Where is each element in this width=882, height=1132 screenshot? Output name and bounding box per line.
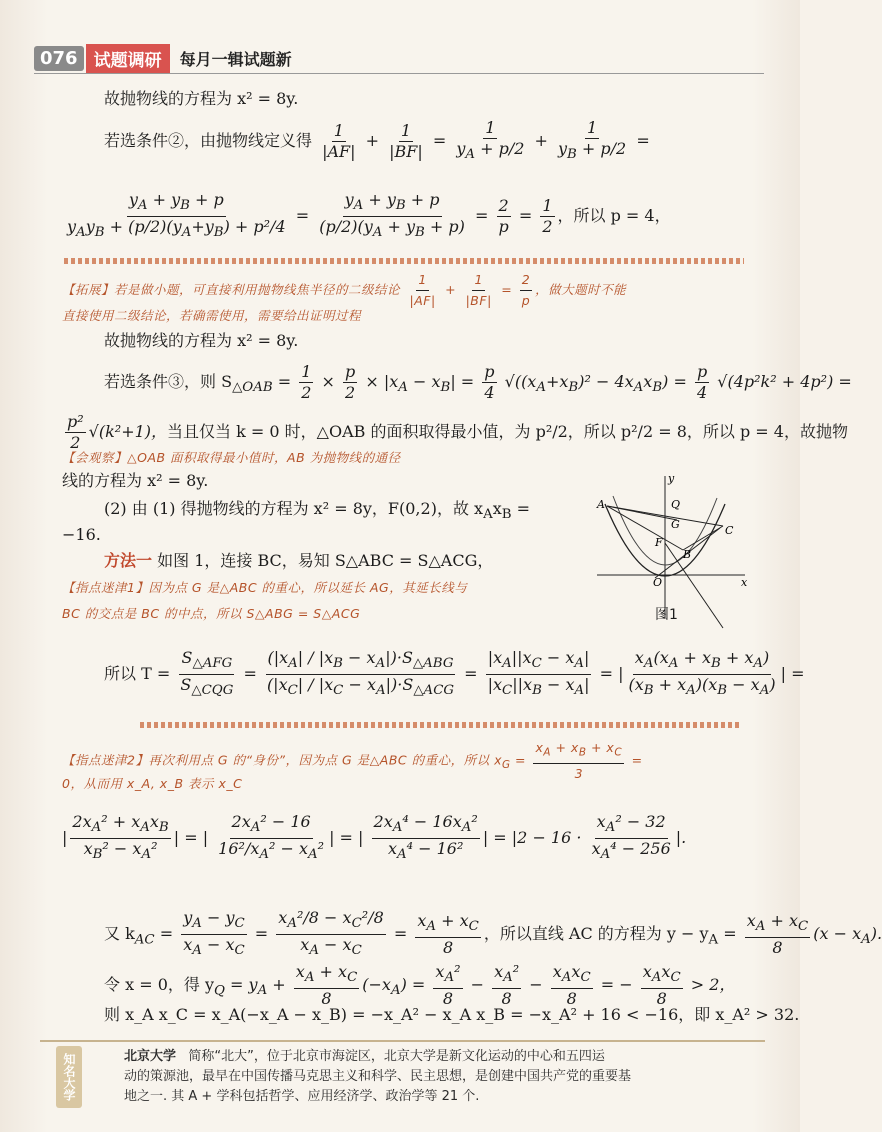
text-line: (2) 由 (1) 得抛物线的方程为 x² = 8y，F(0,2)，故 $x_Ax_B$ = xyxy=(104,499,531,523)
formula-line: 令 x = 0，得 $y_Q = y_A$ + $\frac{x_A + x_C}{8}$ $(-x_A)$ = $\frac{x_A^2}{8}$ − $\frac{x_A^2}{8}$ − $x_Ax_C$ 8 = − $x_Ax_C$ 8 > 2， xyxy=(104,962,736,1009)
note-hint-2: 【指点迷津2】再次利用点 G 的“身份”，因为点 G 是△ABC 的重心，所以 $x_G$ = $\frac{x_A + x_B + x_C}{3}$ = xyxy=(62,740,643,781)
underline-wave xyxy=(140,722,740,728)
page-number: 076 xyxy=(34,46,84,71)
label-g: G xyxy=(671,518,680,531)
text-line: −16. xyxy=(62,525,101,544)
method-label: 方法一 xyxy=(104,551,153,570)
label-c: C xyxy=(725,524,734,537)
note-hint-1: 【指点迷津1】因为点 G 是△ABC 的重心，所以延长 AG，其延长线与 xyxy=(62,580,468,595)
note-extension-cont: 直接使用二级结论，若确需使用，需要给出证明过程 xyxy=(62,308,362,323)
header-subtitle: 每月一辑试题新 xyxy=(179,49,292,69)
formula-line: | $2x_A^2 + x_Ax_B$ $x_B^2 - x_A^2$ | = | $\frac{2x_A^2 - 16}{16^2/x_A^2 - x_A^2}$ | = | $\frac{2x_A^4 - 16x_A^2}{x_A^4 - 16^2}$ | = |2 − 16 · $\frac{x_A^2 - 32}{x_A^4 - 256}$ |. xyxy=(62,812,687,863)
footer-line: 动的策源池，最早在中国传播马克思主义和科学、民主思想，是创建中国共产党的重要基 xyxy=(124,1069,632,1084)
footer-badge: 知名大学 xyxy=(56,1046,82,1108)
underline-wave xyxy=(64,258,744,264)
note-observe: 【会观察】△OAB 面积取得最小值时，AB 为抛物线的通径 xyxy=(62,450,401,465)
note-extension: 【拓展】若是做小题，可直接利用抛物线焦半径的二级结论 $\frac{1}{|AF|}$ + $\frac{1}{|BF|}$ = $\frac{2}{p}$ ，做大题时不能 xyxy=(62,272,627,308)
header-divider xyxy=(34,73,764,74)
note-hint-1-cont: BC 的交点是 BC 的中点，所以 S△ABG = S△ACG xyxy=(62,606,361,621)
section-title: 试题调研 xyxy=(86,44,170,73)
formula-line: 若选条件③，则 $S_{\triangle OAB}$ = $\frac{1}{2}$ × $\frac{p}{2}$ × $|x_A - x_B|$ = $\frac{p}{4}$ $√((x_A+x_B)^2 - 4x_Ax_B)$ = $\frac{p}{4}$ √(4p²k² + 4p²) = xyxy=(104,362,852,402)
note-hint-2-cont: 0，从而用 x_A, x_B 表示 x_C xyxy=(62,776,243,791)
formula-line: 又 $k_{AC}$ = $\frac{y_A - y_C}{x_A - x_C}$ = $\frac{x_A^2/8 - x_C^2/8}{x_A - x_C}$ = $\frac{x_A + x_C}{8}$ ，所以直线 AC 的方程为 $y - y_A$ = $\frac{x_A + x_C}{8}$ $(x - x_A)$. xyxy=(104,908,882,959)
label-y: y xyxy=(668,472,675,485)
text-line: 若选条件②，由抛物线定义得 $\frac{1}{|AF|}$ + $\frac{1}{|BF|}$ = $\frac{1}{y_A + p/2}$ + $\frac{1}{y_B + p/2}$ = xyxy=(104,118,650,163)
label-f: F xyxy=(655,536,663,549)
footer-line: 北京大学 简称“北大”，位于北京市海淀区，北京大学是新文化运动的中心和五四运 xyxy=(124,1049,605,1064)
segment-ag xyxy=(607,506,677,520)
label-a: A xyxy=(597,498,605,511)
text-line: $\frac{\text{p²}}{2}$ √(k²+1)，当且仅当 k = 0 时，△OAB 的面积取得最小值，为 p²/2，所以 p²/2 = 8，所以 p = 4，故抛物 xyxy=(67,412,848,452)
footer-title: 北京大学 xyxy=(124,1049,177,1064)
figure-caption: 图1 xyxy=(655,607,678,623)
text-line: 故抛物线的方程为 x² = 8y. xyxy=(104,331,299,350)
formula-line: $y_A + y_B + p$ $y_Ay_B + (p/2)(y_A+y_B) + p^2/4$ = $\frac{y_A + y_B + p}{(p/2)(y_A + y_B + p)}$ = $\frac{2}{p}$ = $\frac{1}{2}$ ，所以 p = 4， xyxy=(67,190,671,241)
label-o: O xyxy=(653,576,663,589)
page-header xyxy=(34,44,292,72)
label-q: Q xyxy=(671,498,681,511)
text-line: 则 x_A x_C = x_A(−x_A − x_B) = −x_A² − x_A x_B = −x_A² + 16 < −16，即 x_A² > 32. xyxy=(104,1005,800,1024)
label-b: B xyxy=(683,548,692,561)
formula-line: 所以 T = $S_{\triangle AFG}$ $S_{\triangle CQG}$ = $(|x_A| / |x_B - x_A|)\cdot S_{\triangle ABG}$ $(|x_C| / |x_C - x_A|)\cdot S_{\triangle ACG}$ = $\frac{|x_A||x_C - x_A|}{|x_C||x_B - x_A|}$ = | $\frac{x_A(x_A + x_B + x_A)}{(x_B + x_A)(x_B - x_A)}$ | = xyxy=(104,648,805,699)
label-x: x xyxy=(741,576,748,589)
text-line: 线的方程为 x² = 8y. xyxy=(62,471,209,490)
footer-line: 地之一. 其 A + 学科包括哲学、应用经济学、政治学等 21 个. xyxy=(124,1089,480,1104)
method-line: 方法一 如图 1，连接 BC，易知 S△ABC = S△ACG， xyxy=(104,551,494,570)
text-line: 故抛物线的方程为 x² = 8y. xyxy=(104,89,299,108)
